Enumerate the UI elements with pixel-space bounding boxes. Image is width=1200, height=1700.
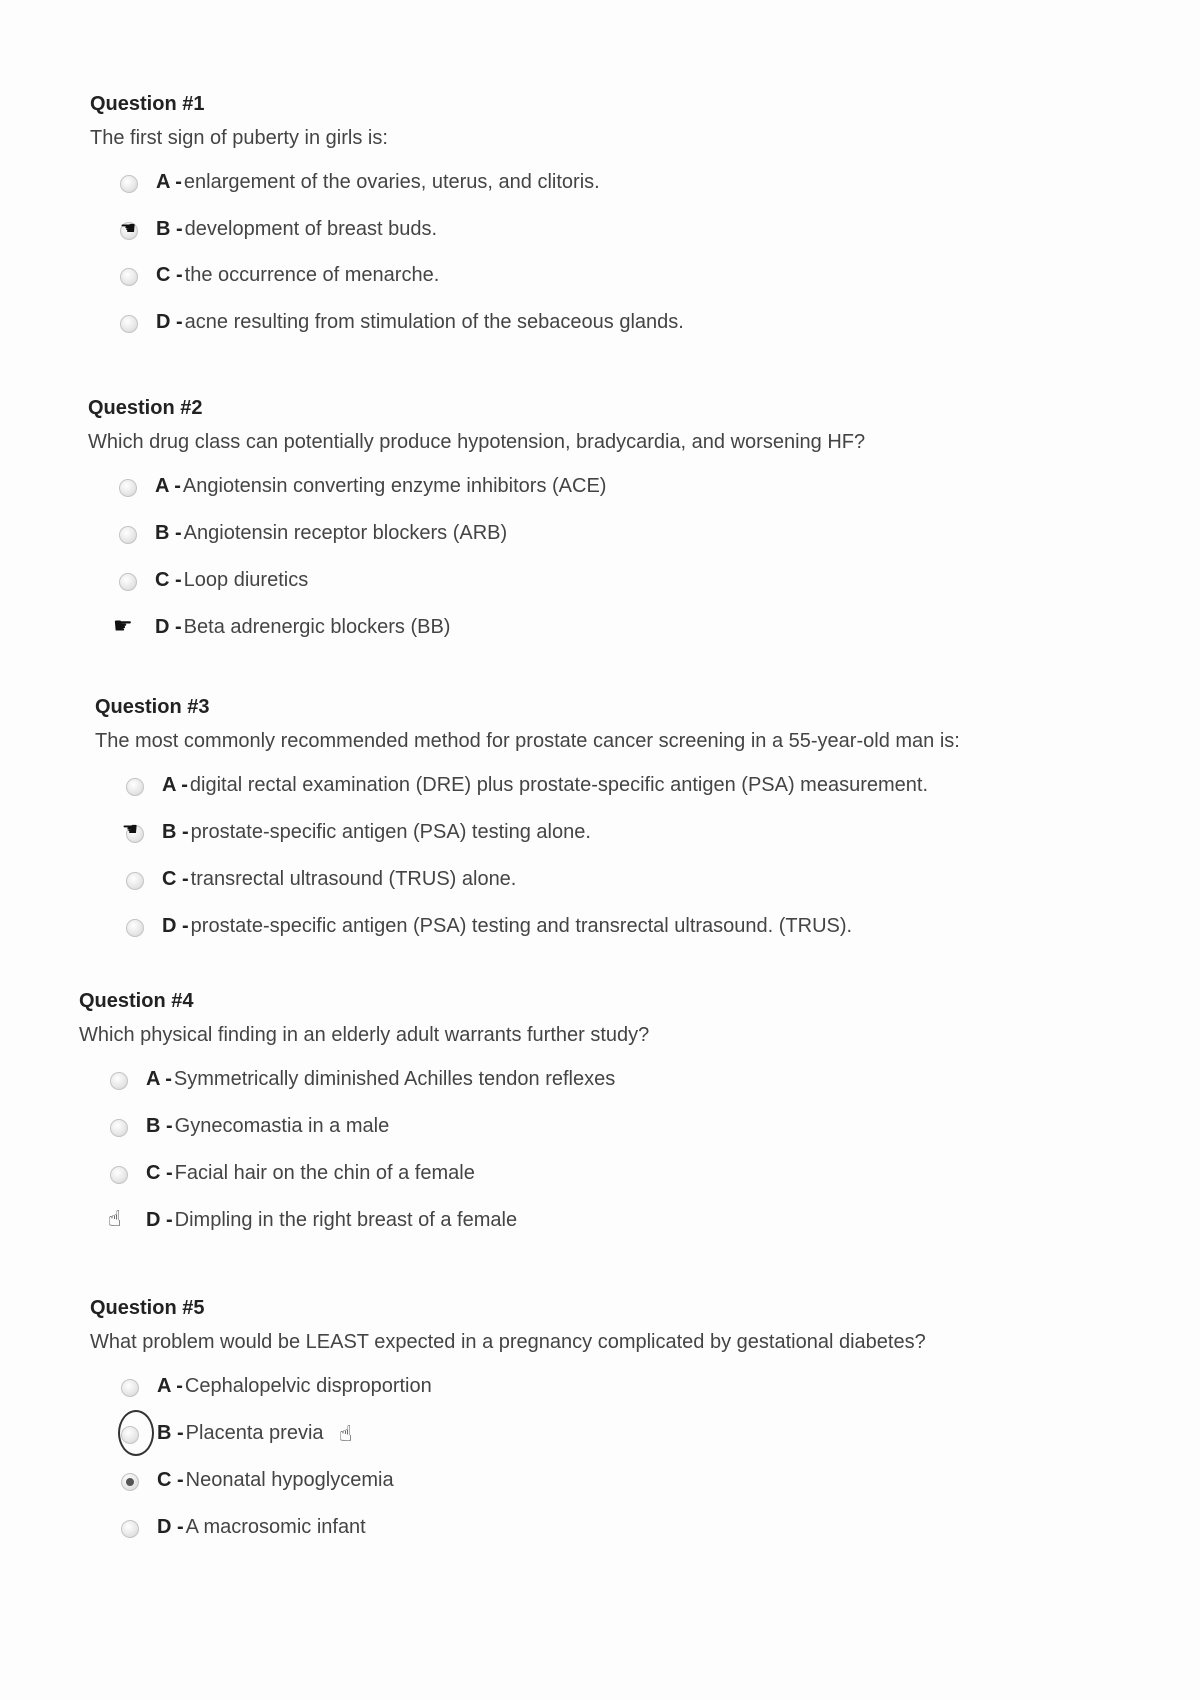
question-title: Question #1 (90, 93, 205, 115)
option-label: the occurrence of menarche. (184, 264, 440, 286)
option-letter: D - (146, 1209, 173, 1231)
option-label: Facial hair on the chin of a female (174, 1162, 475, 1184)
option-letter: B - (155, 522, 182, 544)
question-text: The most commonly recommended method for prostate cancer screening in a 55-year-old man is: (95, 730, 960, 752)
radio-button[interactable] (121, 1379, 139, 1397)
option-label: transrectal ultrasound (TRUS) alone. (190, 868, 517, 890)
option-letter: D - (162, 915, 189, 937)
option-letter: B - (156, 218, 183, 240)
option-label: Loop diuretics (183, 569, 309, 591)
option-letter: B - (157, 1422, 184, 1444)
option-letter: A - (162, 774, 188, 796)
option-label: Angiotensin receptor blockers (ARB) (183, 522, 508, 544)
option-label: Beta adrenergic blockers (BB) (183, 616, 451, 638)
question-title: Question #5 (90, 1297, 205, 1319)
radio-button[interactable] (110, 1072, 128, 1090)
option-letter: C - (155, 569, 182, 591)
option-letter: A - (156, 171, 182, 193)
option-letter: A - (155, 475, 181, 497)
option-label: A macrosomic infant (185, 1516, 366, 1538)
question-text: Which physical finding in an elderly adult warrants further study? (79, 1024, 650, 1046)
radio-button[interactable] (110, 1119, 128, 1137)
option-letter: C - (156, 264, 183, 286)
radio-button[interactable] (120, 268, 138, 286)
option-label: Gynecomastia in a male (174, 1115, 390, 1137)
option-label: Symmetrically diminished Achilles tendon reflexes (173, 1068, 616, 1090)
option-letter: C - (157, 1469, 184, 1491)
option-letter: D - (155, 616, 182, 638)
radio-button[interactable] (119, 573, 137, 591)
hand-pointer-cursor-icon: ☚ (122, 819, 139, 840)
radio-button[interactable] (126, 778, 144, 796)
option-letter: D - (157, 1516, 184, 1538)
radio-button[interactable] (110, 1166, 128, 1184)
radio-button[interactable] (119, 526, 137, 544)
option-letter: C - (146, 1162, 173, 1184)
hand-pointer-cursor-icon: ☚ (120, 218, 137, 239)
question-text: The first sign of puberty in girls is: (90, 127, 388, 149)
option-letter: D - (156, 311, 183, 333)
question-title: Question #4 (79, 990, 194, 1012)
hand-pointer-cursor-icon: ☝ (108, 1207, 122, 1232)
question-title: Question #3 (95, 696, 210, 718)
option-label: enlargement of the ovaries, uterus, and clitoris. (183, 171, 600, 193)
option-letter: B - (146, 1115, 173, 1137)
radio-button[interactable] (126, 872, 144, 890)
option-label: acne resulting from stimulation of the sebaceous glands. (184, 311, 684, 333)
option-label: Placenta previa (185, 1422, 324, 1444)
option-label: development of breast buds. (184, 218, 438, 240)
option-label: prostate-specific antigen (PSA) testing and transrectal ultrasound. (TRUS). (190, 915, 853, 937)
radio-button[interactable] (120, 175, 138, 193)
option-label: Dimpling in the right breast of a female (174, 1209, 518, 1231)
radio-button-selected[interactable] (121, 1473, 139, 1491)
question-text: Which drug class can potentially produce hypotension, bradycardia, and worsening HF? (88, 431, 866, 453)
radio-button[interactable] (121, 1520, 139, 1538)
radio-button[interactable] (120, 315, 138, 333)
option-letter: A - (157, 1375, 183, 1397)
option-letter: C - (162, 868, 189, 890)
hand-pointer-cursor-icon: ☛ (113, 614, 133, 639)
question-text: What problem would be LEAST expected in a pregnancy complicated by gestational diabetes? (90, 1331, 926, 1353)
option-letter: B - (162, 821, 189, 843)
hand-pointer-cursor-icon: ☝ (339, 1422, 353, 1447)
option-label: prostate-specific antigen (PSA) testing alone. (190, 821, 591, 843)
option-label: Neonatal hypoglycemia (185, 1469, 394, 1491)
radio-button[interactable] (119, 479, 137, 497)
radio-button[interactable] (126, 919, 144, 937)
option-label: digital rectal examination (DRE) plus prostate-specific antigen (PSA) measurement. (189, 774, 929, 796)
option-label: Angiotensin converting enzyme inhibitors (ACE) (182, 475, 607, 497)
option-letter: A - (146, 1068, 172, 1090)
question-title: Question #2 (88, 397, 203, 419)
option-label: Cephalopelvic disproportion (184, 1375, 432, 1397)
radio-button[interactable] (121, 1426, 139, 1444)
